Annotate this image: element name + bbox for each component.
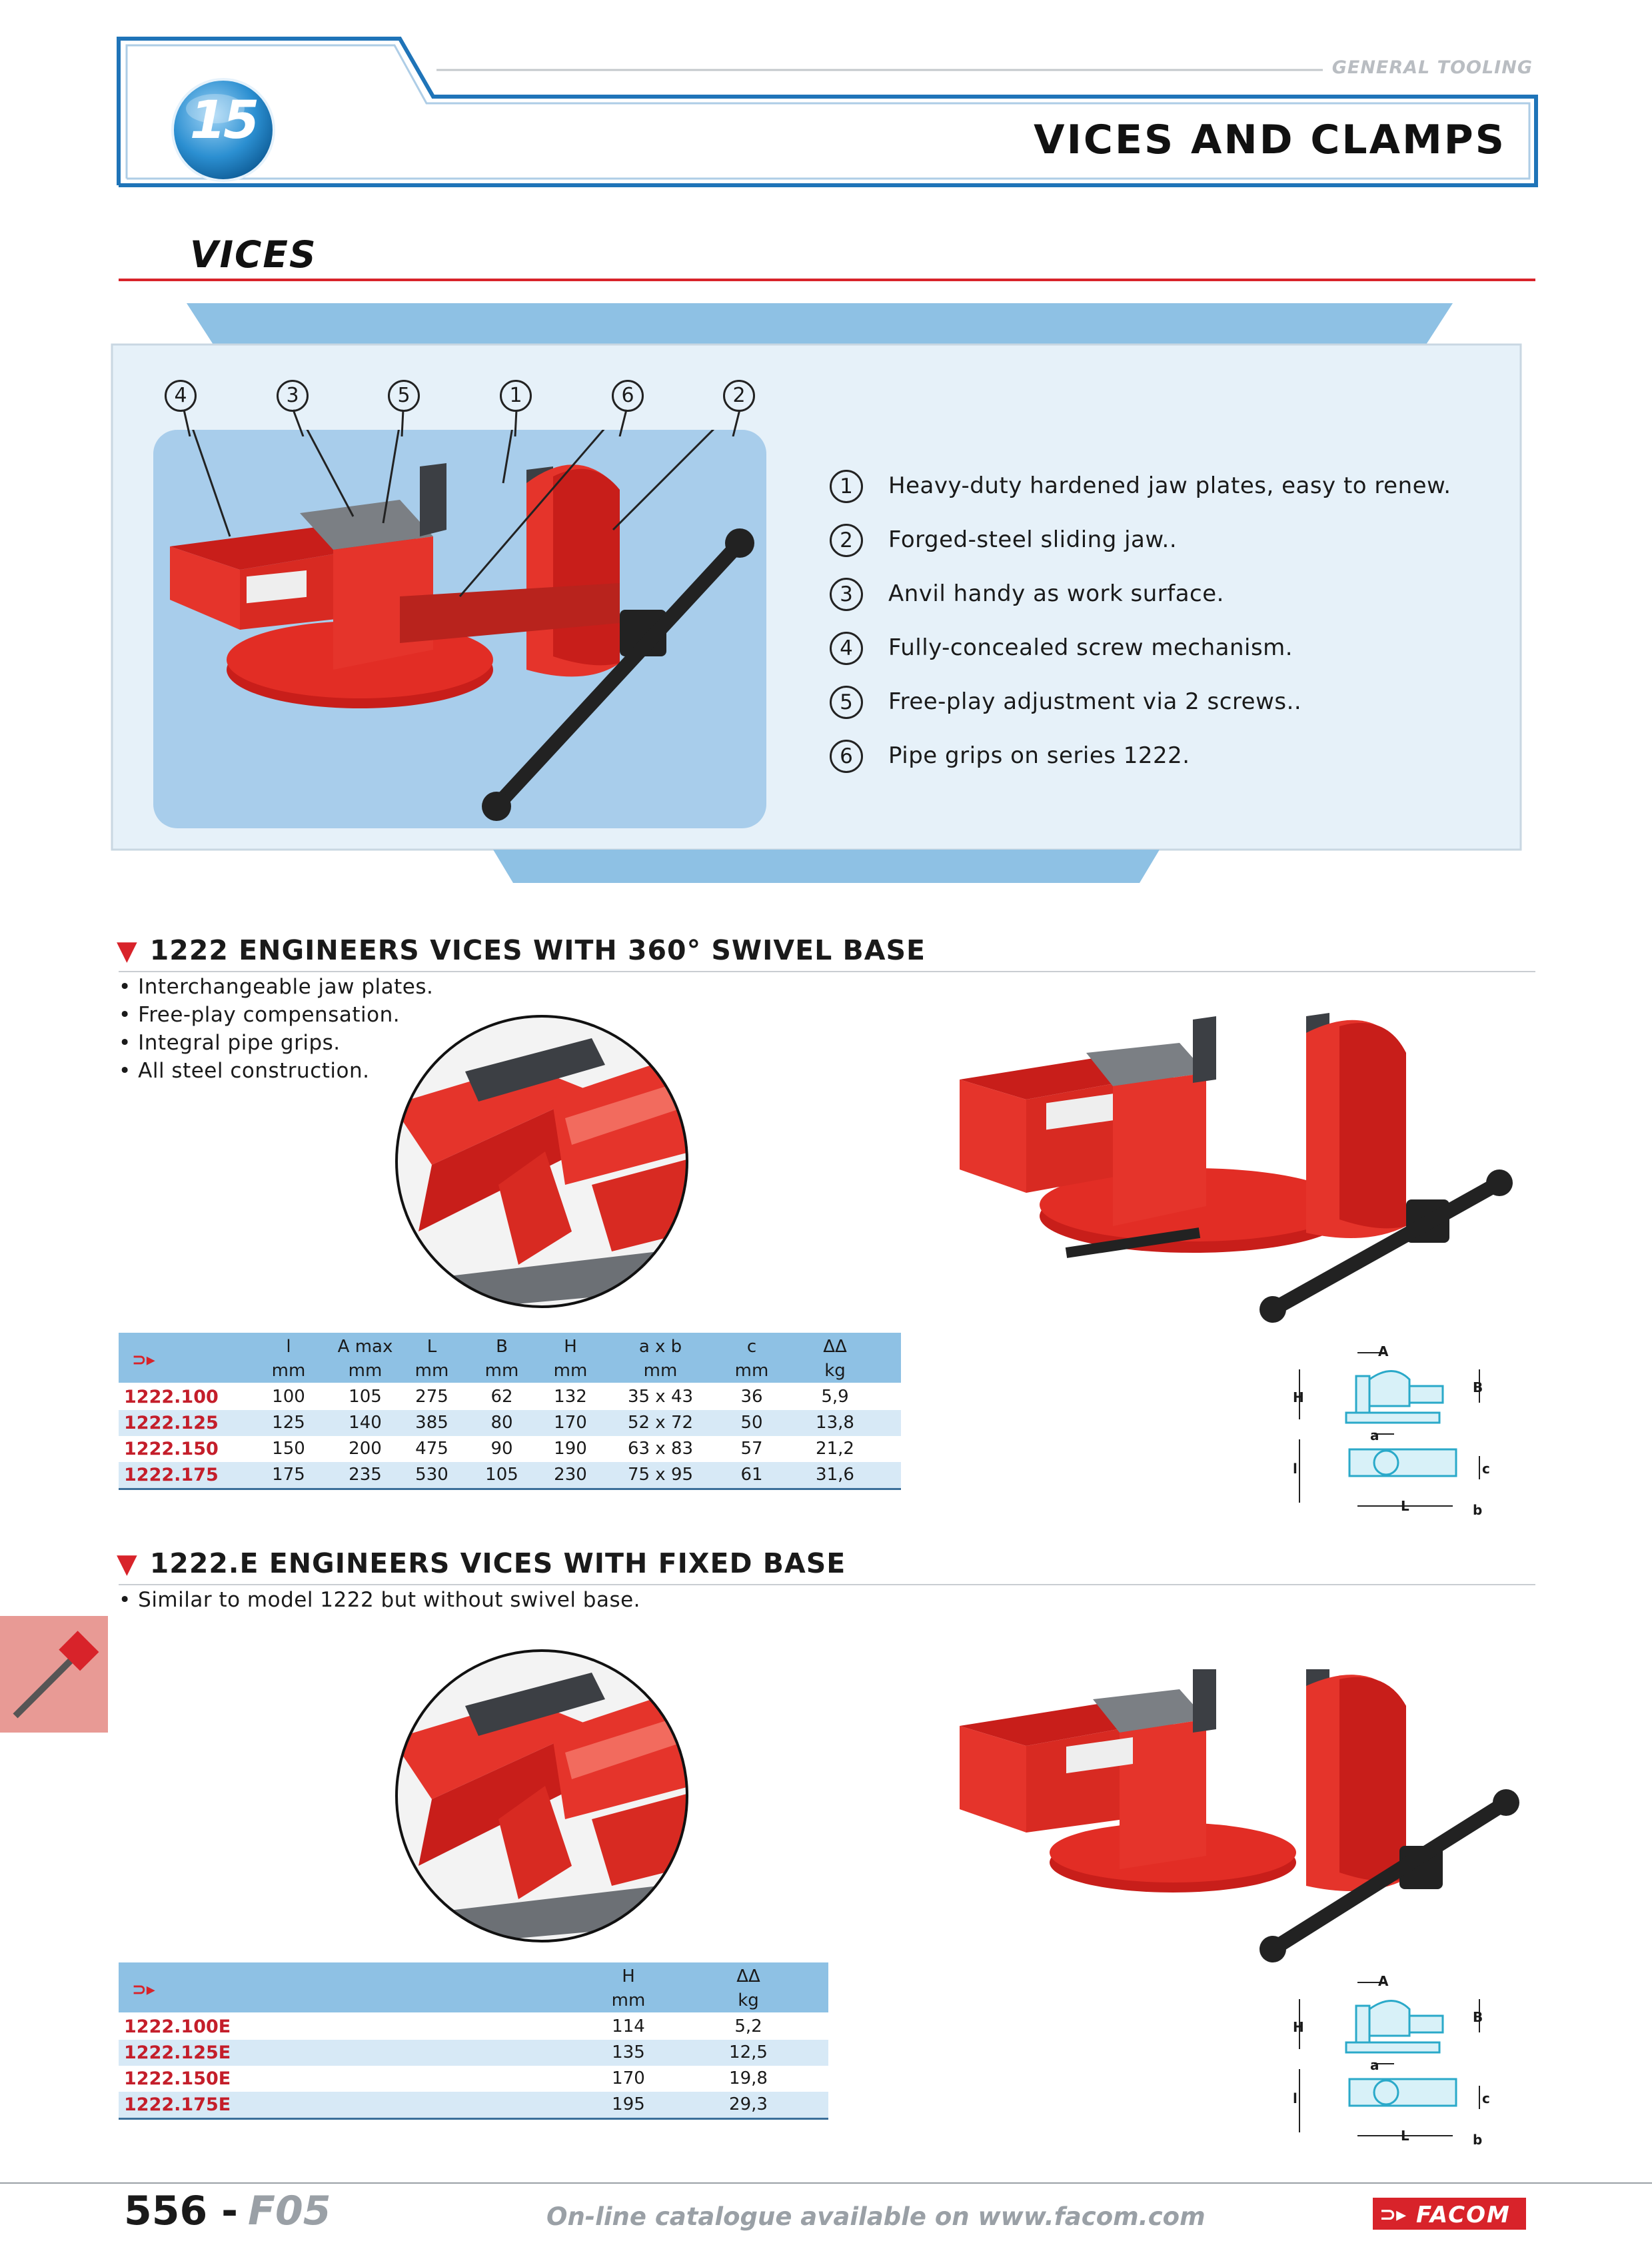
table-cell: 135 [612,2042,645,2062]
feature-number: 6 [830,740,863,773]
footer-rule [0,2182,1652,2184]
table-cell: 175 [272,1465,305,1485]
table-cell: 105 [485,1465,518,1485]
page-title: VICES AND CLAMPS [1034,117,1506,163]
table-cell: 61 [740,1465,763,1485]
vice-icon: ⊃▸ [132,1980,155,2000]
vice-photo-swivel [953,1006,1519,1333]
table-cell: 150 [272,1439,305,1459]
feature-text: Fully-concealed screw mechanism. [888,634,1293,661]
feature-number: 1 [830,470,863,503]
col-unit: kg [824,1361,846,1381]
feature-text: Forged-steel sliding jaw.. [888,526,1178,553]
bullet-item: • Similar to model 1222 but without swivel base. [119,1588,641,1612]
col-header: B [496,1337,508,1357]
table-row [119,1410,901,1436]
dimension-drawing [1293,1339,1493,1519]
table-cell: 235 [349,1465,382,1485]
dim-label: c [1482,1461,1490,1477]
table-cell: 63 x 83 [627,1439,694,1459]
table-row [119,1384,901,1410]
table-cell: 80 [490,1413,513,1433]
table-cell: 29,3 [729,2094,768,2114]
logo-text: FACOM [1416,2202,1511,2228]
table-row [119,2092,828,2118]
table-cell: 230 [554,1465,587,1485]
feature-item [830,524,1496,564]
dim-label: b [1473,2132,1483,2148]
col-unit: mm [484,1361,519,1381]
table-cell: 385 [415,1413,448,1433]
table-row [119,1436,901,1462]
product2-title: 1222.E ENGINEERS VICES WITH FIXED BASE [149,1547,846,1579]
table-cell: 125 [272,1413,305,1433]
feature-number: 4 [830,632,863,665]
table-cell: 132 [554,1387,587,1407]
product1-bullets [119,975,433,1087]
vice-photo-fixed [953,1669,1519,1969]
bullet-item: • Integral pipe grips. [119,1031,341,1055]
online-catalogue-text: On-line catalogue available on www.facom.com [546,2202,1206,2231]
product2-table [119,1962,828,2119]
product-code: 1222.100E [124,2016,231,2037]
table-cell: 5,2 [734,2016,762,2036]
jaw-detail-photo [392,1646,692,1946]
table-cell: 35 x 43 [627,1387,694,1407]
chapter-number: 15 [189,91,257,151]
section-label: GENERAL TOOLING [1331,57,1533,78]
table-cell: 100 [272,1387,305,1407]
bullet-item: • All steel construction. [119,1059,370,1083]
table-cell: 105 [349,1387,382,1407]
table-cell: 57 [740,1439,763,1459]
logo-mark: ⊃▸ [1379,2203,1407,2226]
product2-heading [117,1547,846,1579]
table-cell: 31,6 [816,1465,854,1485]
col-unit: kg [738,1990,759,2010]
col-header: H [564,1337,577,1357]
bullet-item: • Free-play compensation. [119,1003,401,1027]
col-header: a x b [638,1337,682,1357]
dim-label: a [1370,2057,1379,2073]
feature-text: Heavy-duty hardened jaw plates, easy to renew. [888,472,1451,499]
col-unit: mm [611,1990,646,2010]
col-header: H [622,1966,635,1986]
table-bottom-rule [119,1488,901,1490]
triangle-down-icon: ▼ [117,936,138,966]
table-cell: 275 [415,1387,448,1407]
callout-3: 3 [277,380,309,412]
dim-label: l [1293,1461,1297,1477]
col-unit: mm [734,1361,769,1381]
product1-table [119,1333,901,1489]
vice-icon: ⊃▸ [132,1350,155,1370]
table-cell: 62 [490,1387,513,1407]
col-unit: mm [348,1361,383,1381]
dim-label: c [1482,2090,1490,2106]
col-header: l [286,1337,291,1357]
product-code: 1222.175E [124,2094,231,2115]
product-code: 1222.150 [124,1439,219,1459]
col-header: ΔΔ [823,1337,847,1357]
table-cell: 195 [612,2094,645,2114]
dimension-diagram [1293,1339,1493,1519]
product2-rule [119,1584,1535,1585]
col-header: ΔΔ [736,1966,760,1986]
table-cell: 13,8 [816,1413,854,1433]
dim-label: B [1473,1379,1483,1395]
table-cell: 5,9 [821,1387,849,1407]
table-cell: 530 [415,1465,448,1485]
dim-label: H [1293,1389,1304,1405]
bullet-item: • Interchangeable jaw plates. [119,975,434,999]
callout-1: 1 [500,380,532,412]
table-cell: 75 x 95 [627,1465,694,1485]
dim-label: a [1370,1427,1379,1443]
feature-item [830,470,1496,510]
feature-number: 5 [830,686,863,719]
table-cell: 475 [415,1439,448,1459]
page-code: F05 [248,2188,331,2234]
feature-item [830,578,1496,618]
table-cell: 114 [612,2016,645,2036]
table-cell: 36 [740,1387,763,1407]
callout-4: 4 [165,380,197,412]
vice-diagram-photo [153,430,766,828]
col-header: A max [337,1337,393,1357]
dimension-drawing [1293,1969,1493,2149]
table-row [119,2040,828,2066]
feature-text: Pipe grips on series 1222. [888,742,1190,769]
product-code: 1222.175 [124,1465,219,1485]
feature-text: Anvil handy as work surface. [888,580,1224,607]
feature-text: Free-play adjustment via 2 screws.. [888,688,1302,715]
col-unit: mm [414,1361,449,1381]
dim-label: H [1293,2019,1304,2035]
dim-label: B [1473,2009,1483,2025]
table-cell: 170 [554,1413,587,1433]
product1-title: 1222 ENGINEERS VICES WITH 360° SWIVEL BASE [149,934,926,966]
product1-heading [117,934,926,966]
col-unit: mm [643,1361,678,1381]
table-cell: 170 [612,2068,645,2088]
product-code: 1222.125E [124,2042,231,2063]
dim-label: b [1473,1502,1483,1518]
product-code: 1222.150E [124,2068,231,2089]
table-cell: 52 x 72 [627,1413,694,1433]
dim-label: l [1293,2090,1297,2106]
table-row [119,2066,828,2092]
callout-5: 5 [388,380,420,412]
feature-number: 2 [830,524,863,557]
product-code: 1222.125 [124,1413,219,1433]
pipe-wrench-icon [5,1623,105,1723]
table-bottom-rule [119,2118,828,2120]
col-unit: mm [271,1361,306,1381]
product2-bullets [119,1588,640,1616]
jaw-detail-photo [392,1012,692,1311]
table-cell: 21,2 [816,1439,854,1459]
col-unit: mm [553,1361,588,1381]
table-cell: 12,5 [729,2042,768,2062]
page-number: 556 - [124,2188,239,2234]
feature-item [830,686,1496,726]
table-cell: 50 [740,1413,763,1433]
section-heading: VICES [190,233,317,276]
table-cell: 19,8 [729,2068,768,2088]
table-row [119,1462,901,1488]
callout-6: 6 [612,380,644,412]
feature-number: 3 [830,578,863,611]
table-cell: 140 [349,1413,382,1433]
dim-label: A [1378,1973,1389,1989]
feature-item [830,632,1496,672]
dim-label: L [1401,2128,1409,2144]
callout-leaders-top [153,390,766,436]
table-cell: 200 [349,1439,382,1459]
col-header: L [426,1337,437,1357]
dim-label: A [1378,1343,1389,1359]
col-header: c [746,1337,757,1357]
feature-item [830,740,1496,780]
triangle-down-icon: ▼ [117,1549,138,1579]
section-rule [119,279,1535,281]
product1-rule [119,971,1535,972]
product-code: 1222.100 [124,1387,219,1407]
table-cell: 190 [554,1439,587,1459]
callout-2: 2 [723,380,755,412]
dimension-diagram [1293,1969,1493,2149]
table-cell: 90 [490,1439,513,1459]
dim-label: L [1401,1498,1409,1514]
table-row [119,2014,828,2040]
